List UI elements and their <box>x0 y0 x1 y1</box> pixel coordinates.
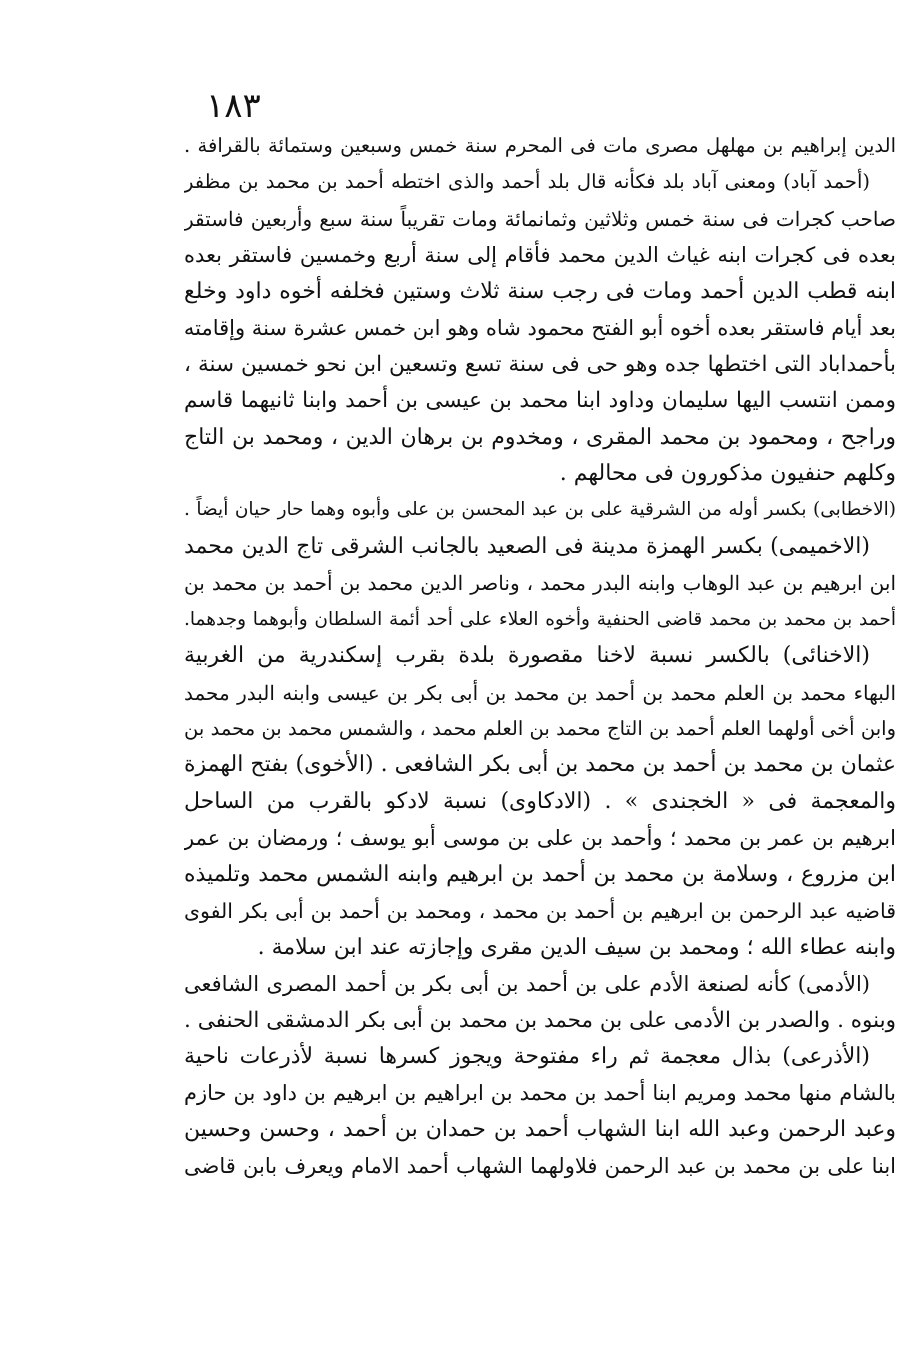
text-line: وممن انتسب اليها سليمان وداود ابنا محمد بن عيسى بن أحمد وابنا ثانيهما قاسم <box>184 388 896 414</box>
text-line: البهاء محمد بن العلم محمد بن أحمد بن محمد بن أبى بكر بن عيسى وابنه البدر محمد <box>184 680 896 705</box>
text-line: (الاخنائى) بالكسر نسبة لاخنا مقصورة بلدة بقرب إسكندرية من الغربية <box>184 643 870 669</box>
text-line: بعد أيام فاستقر بعده أخوه أبو الفتح محمود شاه وهو ابن خمس عشرة سنة وإقامته <box>184 316 896 341</box>
text-line: (الاخطابى) بكسر أوله من الشرقية على بن عبد المحسن بن على وأبوه وهما حار حيان أيضاً . <box>184 499 896 521</box>
text-line: (الأذرعى) بذال معجمة ثم راء مفتوحة ويجوز كسرها نسبة لأذرعات ناحية <box>184 1043 870 1069</box>
text-line: والمعجمة فى « الخجندى » . (الادكاوى) نسبة لادكو بالقرب من الساحل <box>184 788 896 814</box>
text-line: الدين إبراهيم بن مهلهل مصرى مات فى المحرم سنة خمس وسبعين وستمائة بالقرافة . <box>184 134 896 157</box>
text-line: وعبد الرحمن وعبد الله ابنا الشهاب أحمد بن حمدان بن أحمد ، وحسن وحسين <box>184 1116 896 1142</box>
text-line: وابنه عطاء الله ؛ ومحمد بن سيف الدين مقرى وإجازته عند ابن سلامة . <box>257 934 896 960</box>
text-line: ابن ابرهيم بن عبد الوهاب وابنه البدر محمد ، وناصر الدين محمد بن أحمد بن محمد بن <box>184 571 896 596</box>
text-line: (أحمد آباد) ومعنى آباد بلد فكأنه قال بلد أحمد والذى اختطه أحمد بن محمد بن مظفر <box>184 170 870 194</box>
text-line: بعده فى كجرات ابنه غياث الدين محمد فأقام إلى سنة أربع وخمسين فاستقر بعده <box>184 243 896 268</box>
text-line: صاحب كجرات فى سنة خمس وثلاثين وثمانمائة ومات تقريباً سنة سبع وأربعين فاستقر <box>184 206 896 231</box>
text-line: وبنوه . والصدر بن الأدمى على بن محمد بن محمد بن أبى بكر الدمشقى الحنفى . <box>184 1007 896 1033</box>
text-line: قاضيه عبد الرحمن بن ابرهيم بن أحمد بن محمد ، ومحمد بن أحمد بن أبى بكر الفوى <box>184 899 896 924</box>
text-line: ابرهيم بن عمر بن محمد ؛ وأحمد بن على بن موسى أبو يوسف ؛ ورمضان بن عمر <box>184 826 896 851</box>
text-line: (الأدمى) كأنه لصنعة الأدم على بن أحمد بن أبى بكر بن أحمد المصرى الشافعى <box>184 972 870 997</box>
text-line: بالشام منها محمد ومريم ابنا أحمد بن محمد بن ابراهيم بن ابرهيم بن داود بن حازم <box>184 1081 896 1106</box>
text-line: ابنا على بن محمد بن عبد الرحمن فلاولهما الشهاب أحمد الامام ويعرف بابن قاضى <box>184 1154 896 1179</box>
text-line: ابن مزروع ، وسلامة بن محمد بن أحمد بن ابرهيم وابنه الشمس محمد وتلميذه <box>184 861 896 887</box>
text-line: أحمد بن محمد بن محمد قاضى الحنفية وأخوه العلاء على أحد أئمة السلطان وأبوهما وجدهما. <box>184 608 896 630</box>
text-line: (الاخميمى) بكسر الهمزة مدينة فى الصعيد بالجانب الشرقى تاج الدين محمد <box>184 533 870 559</box>
text-line: عثمان بن محمد بن أحمد بن محمد بن أبى بكر الشافعى . (الأخوى) بفتح الهمزة <box>184 752 896 778</box>
text-line: وراجح ، ومحمود بن محمد المقرى ، ومخدوم بن برهان الدين ، ومحمد بن التاج <box>184 424 896 450</box>
body-text <box>184 128 896 1185</box>
text-line: وكلهم حنفيون مذكورون فى محالهم . <box>559 460 896 486</box>
text-line: ابنه قطب الدين أحمد ومات فى رجب سنة ثلاث وستين فخلفه أخوه داود وخلع <box>184 278 896 304</box>
text-line: وابن أخى أولهما العلم أحمد بن التاج محمد بن العلم محمد ، والشمس محمد بن محمد بن <box>184 717 896 740</box>
page-number: ١٨٣ <box>206 86 261 126</box>
text-line: بأحمداباد التى اختطها جده وهو حى فى سنة تسع وتسعين ابن نحو خمسين سنة ، <box>184 351 896 377</box>
